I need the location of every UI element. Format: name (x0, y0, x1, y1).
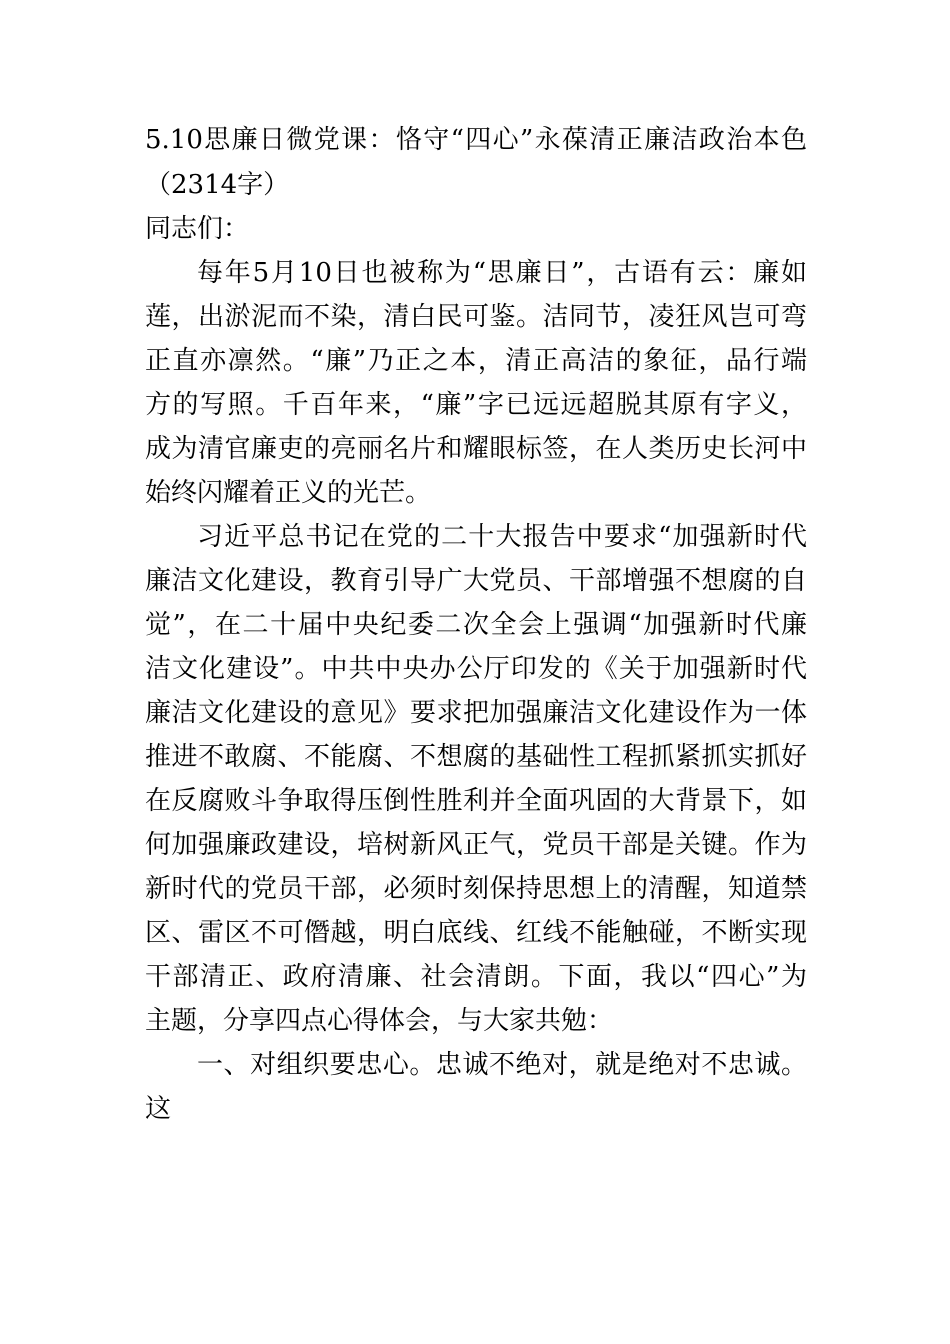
paragraph-line: 廉洁文化建设的意见》要求把加强廉洁文化建设作为一体 (145, 698, 807, 728)
paragraph-line: 何加强廉政建设，培树新风正气，党员干部是关键。作为 (145, 830, 807, 860)
document-title: 5.10思廉日微党课：恪守“四心”永葆清正廉洁政治本色 (145, 125, 807, 155)
paragraph-line: 习近平总书记在党的二十大报告中要求“加强新时代 (197, 522, 807, 552)
paragraph-line: 每年5月10日也被称为“思廉日”，古语有云：廉如 (197, 258, 807, 288)
paragraph-line: 新时代的党员干部，必须时刻保持思想上的清醒，知道禁 (145, 874, 807, 904)
paragraph-line: 这 (145, 1094, 172, 1124)
word-count: （2314字） (145, 170, 290, 200)
paragraph-line: 在反腐败斗争取得压倒性胜利并全面巩固的大背景下，如 (145, 786, 807, 816)
paragraph-line: 觉”，在二十届中央纪委二次全会上强调“加强新时代廉 (145, 610, 807, 640)
paragraph-line: 成为清官廉吏的亮丽名片和耀眼标签，在人类历史长河中 (145, 434, 807, 464)
paragraph-line: 推进不敢腐、不能腐、不想腐的基础性工程抓紧抓实抓好 (145, 742, 807, 772)
paragraph-line: 一、对组织要忠心。忠诚不绝对，就是绝对不忠诚。 (197, 1050, 807, 1080)
paragraph-line: 区、雷区不可僭越，明白底线、红线不能触碰，不断实现 (145, 918, 807, 948)
paragraph-line: 廉洁文化建设，教育引导广大党员、干部增强不想腐的自 (145, 566, 807, 596)
paragraph-line: 干部清正、政府清廉、社会清朗。下面，我以“四心”为 (145, 962, 807, 992)
paragraph-line: 莲，出淤泥而不染，清白民可鉴。洁同节，凌狂风岂可弯 (145, 302, 807, 332)
paragraph-line: 洁文化建设”。中共中央办公厅印发的《关于加强新时代 (145, 654, 807, 684)
paragraph-line: 主题，分享四点心得体会，与大家共勉： (145, 1006, 614, 1036)
salutation: 同志们： (145, 214, 250, 244)
paragraph-line: 正直亦凛然。“廉”乃正之本，清正高洁的象征，品行端 (145, 346, 807, 376)
paragraph-line: 始终闪耀着正义的光芒。 (145, 478, 432, 508)
paragraph-line: 方的写照。千百年来，“廉”字已远远超脱其原有字义， (145, 390, 807, 420)
